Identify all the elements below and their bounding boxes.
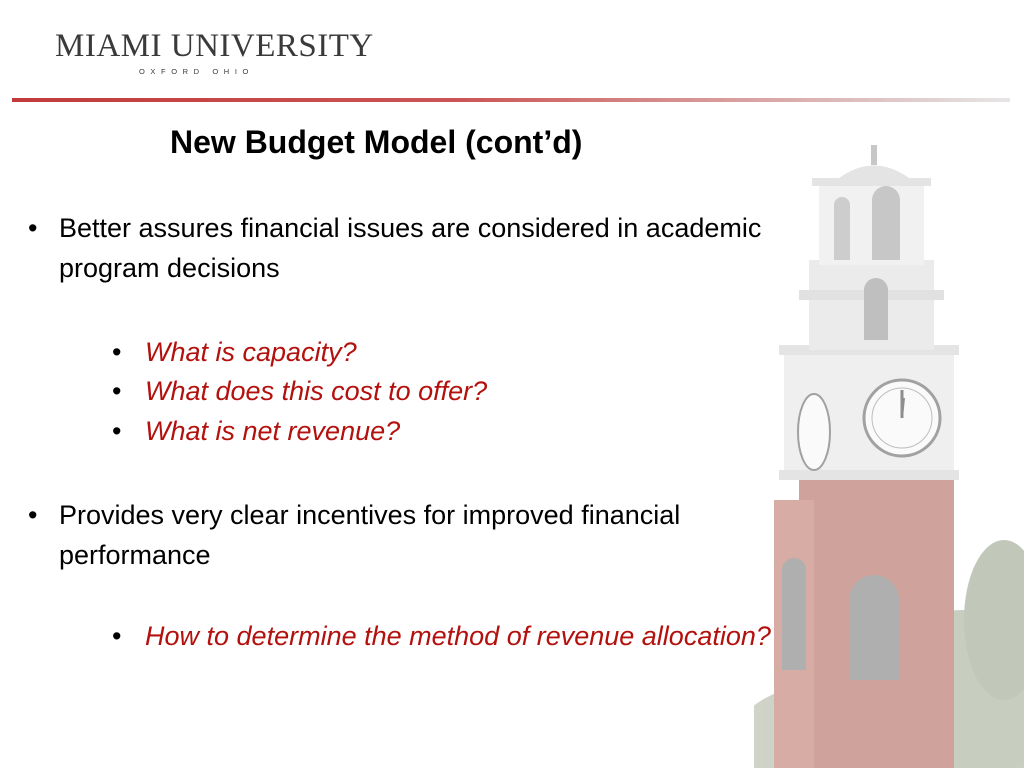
bullet-marker: •	[112, 376, 122, 406]
header-divider	[12, 98, 1010, 102]
logo-location: OXFORD OHIO	[139, 67, 254, 76]
bullet-item	[28, 495, 798, 575]
sub-bullet-item	[112, 371, 792, 411]
bullet-text: Better assures financial issues are considered in academic program decisions	[59, 213, 762, 283]
bullet-marker: •	[112, 416, 122, 446]
sub-bullet-item	[112, 332, 792, 372]
bullet-item	[28, 208, 798, 288]
logo-wordmark: MIAMI UNIVERSITY	[55, 28, 374, 64]
sub-bullet-item	[112, 616, 792, 656]
bullet-text: How to determine the method of revenue allocation?	[145, 621, 771, 651]
slide-title: New Budget Model (cont’d)	[170, 124, 583, 160]
bullet-text: What is net revenue?	[145, 416, 401, 446]
bullet-text: What does this cost to offer?	[145, 376, 488, 406]
bullet-text: What is capacity?	[145, 337, 357, 367]
bullet-text: Provides very clear incentives for improved financial performance	[59, 500, 681, 570]
bullet-marker: •	[112, 337, 122, 367]
bullet-marker: •	[28, 213, 38, 243]
sub-bullet-item	[112, 411, 792, 451]
university-logo	[55, 30, 374, 76]
bullet-marker: •	[28, 500, 38, 530]
bullet-marker: •	[112, 621, 122, 651]
